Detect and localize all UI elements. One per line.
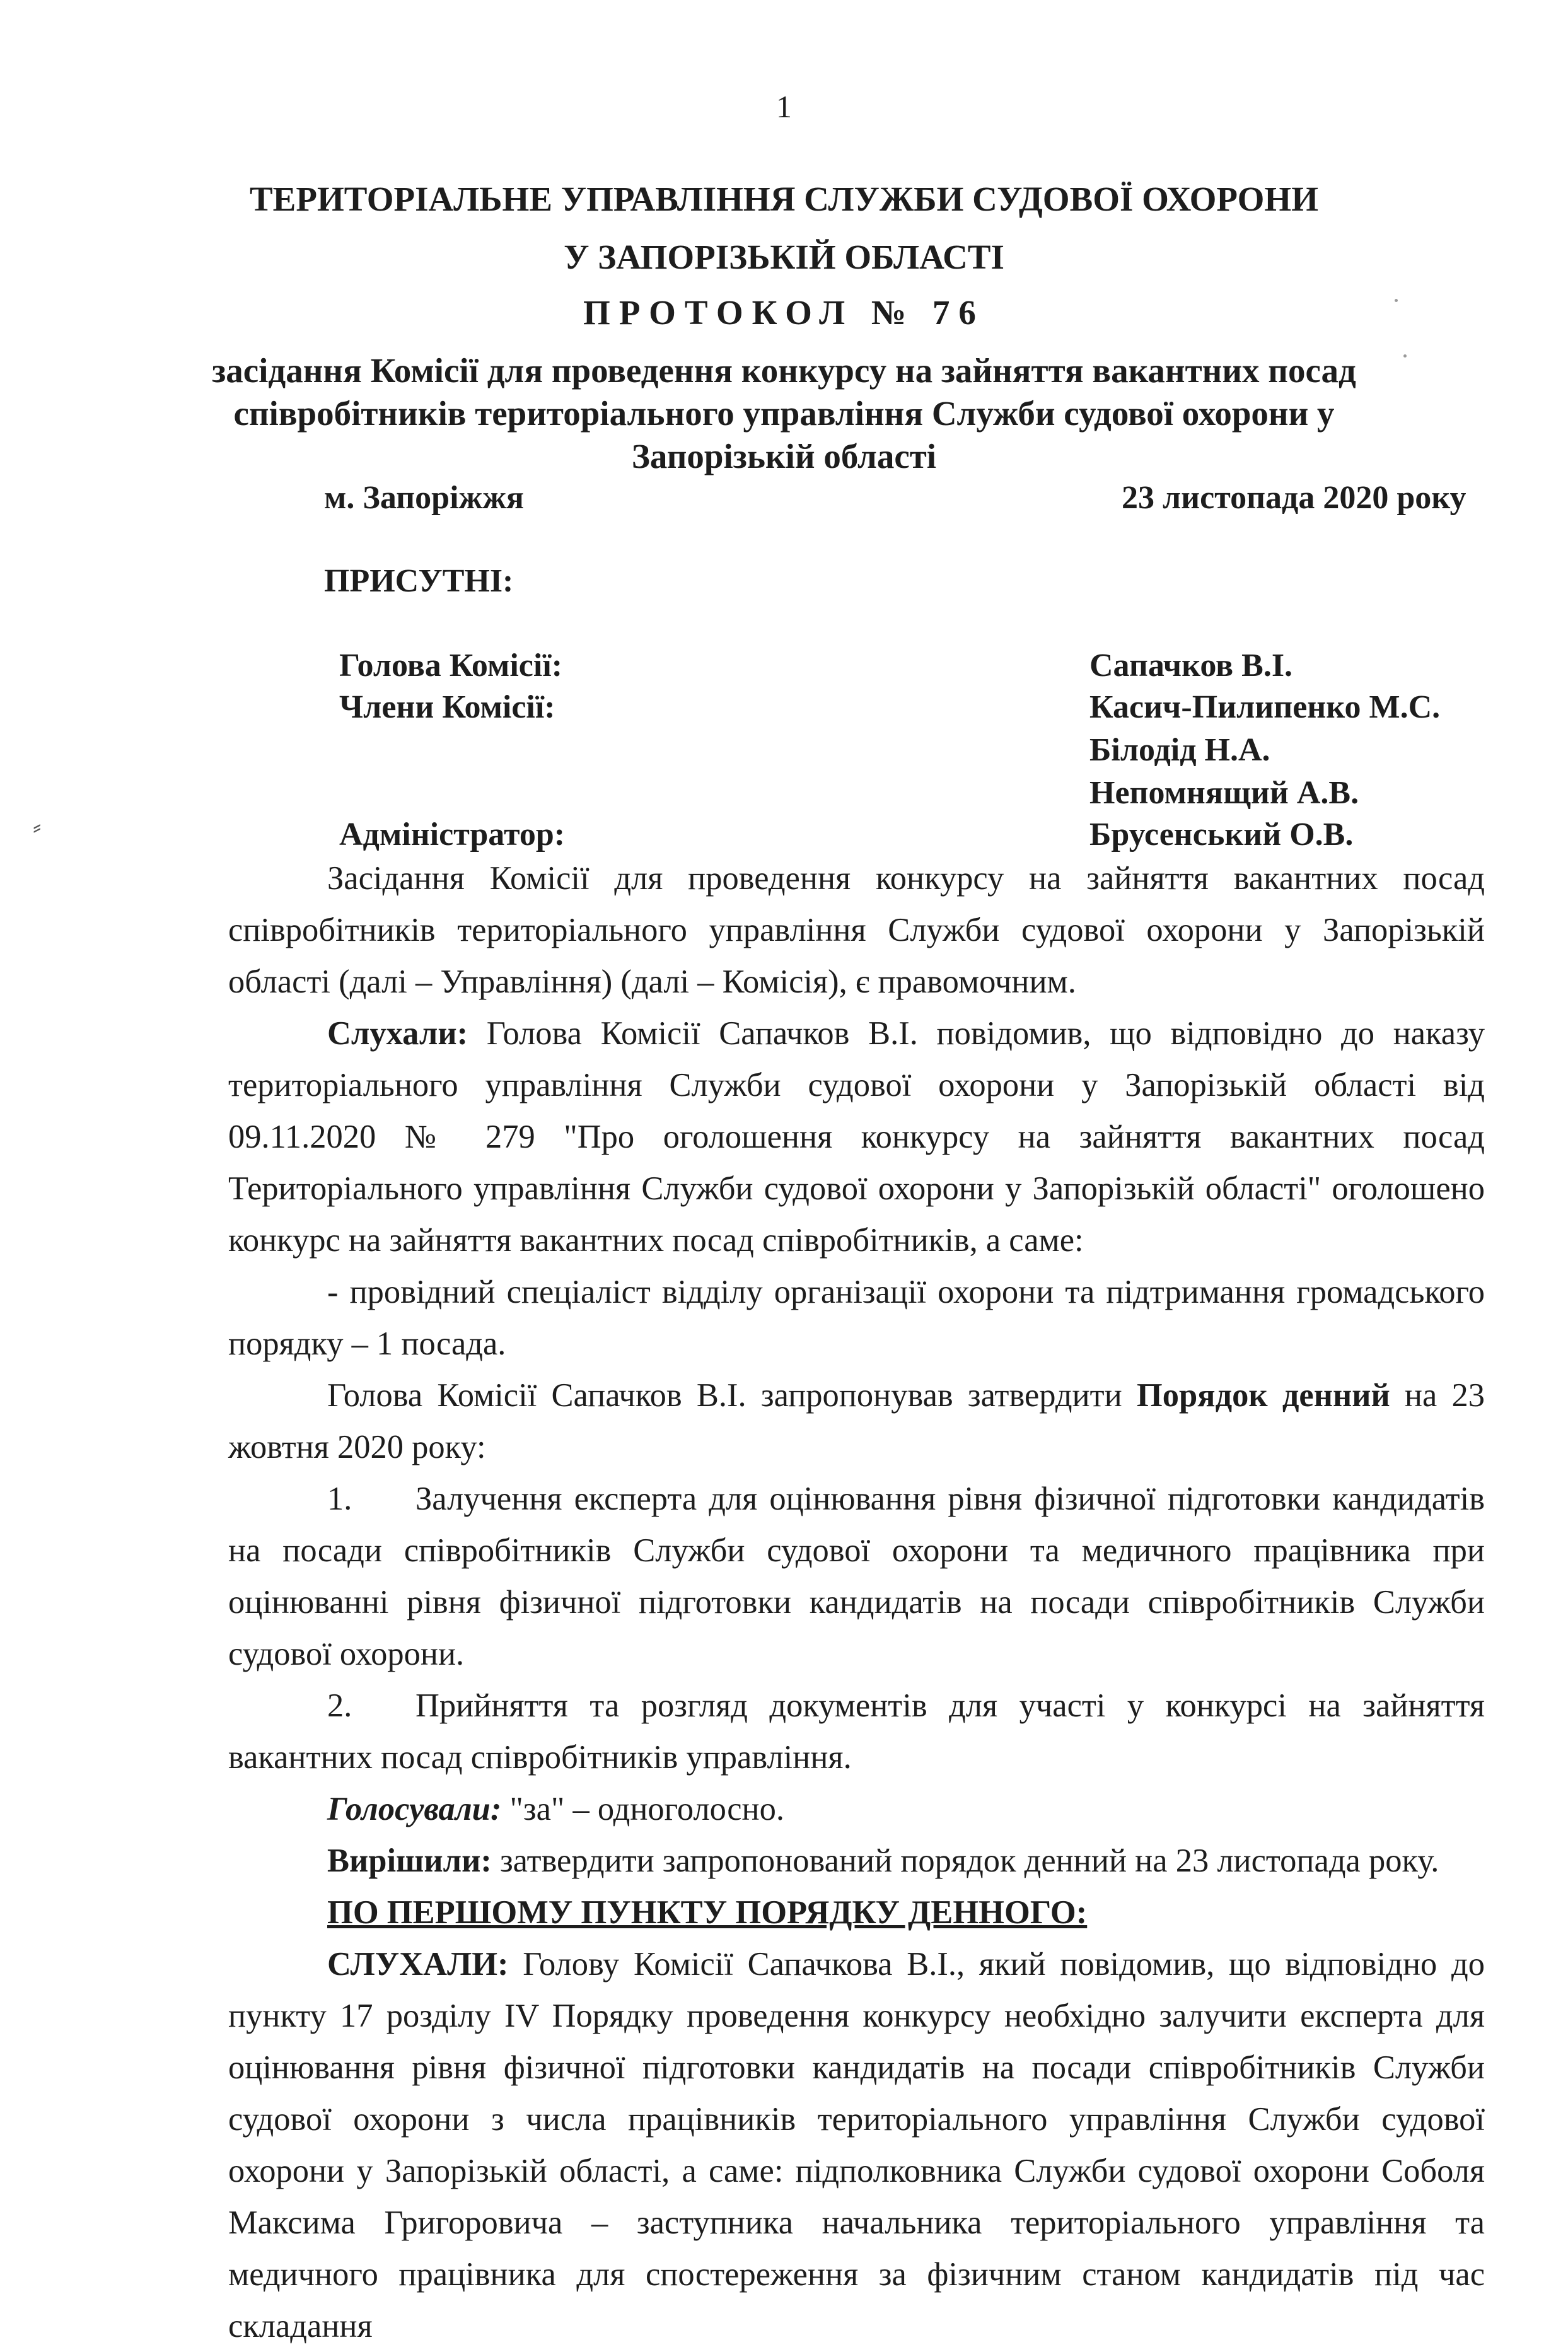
administrator-role: Адміністратор: [339,817,566,853]
scan-margin-mark: ⸗ [33,812,42,841]
scan-speck [1403,354,1407,358]
scan-speck [1395,299,1398,302]
member-name-1: Касич-Пилипенко М.С. [1089,689,1441,725]
meeting-date: 23 листопада 2020 року [1122,480,1466,516]
agenda-intro-paragraph [228,1370,1485,1473]
protocol-body [228,853,1485,2352]
voting-paragraph [228,1783,1485,1835]
protocol-subtitle-line-1: засідання Комісії для проведення конкурсу на зайняття вакантних посад [212,351,1356,390]
protocol-subtitle-line-2: співробітників територіального управління Служби судової охорони у [233,394,1335,433]
agenda-item-1-text: Залучення експерта для оцінювання рівня фізичної підготовки кандидатів на посади співробітників Служби судової охорони та медичного працівника при оцінюванні рівня фізичної підготовки кандидатів на посади співробітників Служби судової охорони. [228,1481,1485,1672]
meeting-city: м. Запоріжжя [324,480,525,516]
heard-label: Слухали: [327,1015,468,1052]
voted-label: Голосували: [327,1791,502,1827]
quorum-paragraph: Засідання Комісії для проведення конкурсу на зайняття вакантних посад співробітників територіального управління Служби судової охорони у Запорізькій області (далі – Управління) (далі – Комісія), є правомочним. [228,860,1485,1000]
page-number: 1 [776,89,792,124]
agenda-label: Порядок денний [1136,1377,1390,1414]
administrator-name: Брусенський О.В. [1089,817,1354,853]
protocol-subtitle-line-3: Запорізькій області [631,437,937,475]
attendance-heading: ПРИСУТНІ: [324,563,514,599]
organization-title-line-2: У ЗАПОРІЗЬКІЙ ОБЛАСТІ [564,238,1004,276]
agenda-item-1-number: 1. [327,1481,352,1517]
decided-text: затвердити запропонований порядок денний на 23 листопада року. [491,1843,1439,1879]
agenda-date: на 23 жовтня 2020 року: [228,1377,1485,1465]
heard-second-text: Голову Комісії Сапачкова В.І., який повідомив, що відповідно до пункту 17 розділу IV Порядку проведення конкурсу необхідно залучити експерта для оцінювання рівня фізичної підготовки кандидатів на посади співробітників Служби судової охорони з числа працівників територіального управління Служби судової охорони у Запорізькій області, а саме: підполковника Служби судової охорони Соболя Максима Григоровича – заступника начальника територіального управління та медичного працівника для спостереження за фізичним станом кандидатів під час складання [228,1946,1485,2344]
heard-second-paragraph [228,1938,1485,2352]
member-name-3: Непомнящий А.В. [1089,775,1359,811]
protocol-title: ПРОТОКОЛ № 76 [583,293,985,332]
agenda-intro: Голова Комісії Сапачков В.І. запропонував затвердити [327,1377,1137,1414]
vacancy-item: - провідний спеціаліст відділу організації охорони та підтримання громадського порядку – 1 посада. [228,1274,1485,1362]
agenda-item-1 [228,1473,1485,1680]
heard-text: Голова Комісії Сапачков В.І. повідомив, що відповідно до наказу територіального управління Служби судової охорони у Запорізькій області від 09.11.2020 № 279 "Про оголошення конкурсу на зайняття вакантних посад Територіального управління Служби судової охорони у Запорізькій області" оголошено конкурс на зайняття вакантних посад співробітників, а саме: [228,1015,1485,1259]
organization-title-line-1: ТЕРИТОРІАЛЬНЕ УПРАВЛІННЯ СЛУЖБИ СУДОВОЇ ОХОРОНИ [249,180,1318,218]
decided-label: Вирішили: [327,1843,492,1879]
member-name-2: Білодід Н.А. [1089,732,1270,768]
members-role: Члени Комісії: [339,689,555,725]
agenda-item-2-number: 2. [327,1687,352,1724]
chair-role: Голова Комісії: [339,648,563,684]
agenda-item-2-text: Прийняття та розгляд документів для участі у конкурсі на зайняття вакантних посад співробітників управління. [228,1687,1485,1776]
section-heading-first-item: ПО ПЕРШОМУ ПУНКТУ ПОРЯДКУ ДЕННОГО: [327,1894,1088,1931]
voted-text: "за" – одноголосно. [501,1791,784,1827]
decision-paragraph [228,1835,1485,1887]
heard-second-label: СЛУХАЛИ: [327,1946,509,1982]
heard-paragraph [228,1008,1485,1266]
agenda-item-2 [228,1680,1485,1783]
chair-name: Сапачков В.І. [1089,648,1293,684]
